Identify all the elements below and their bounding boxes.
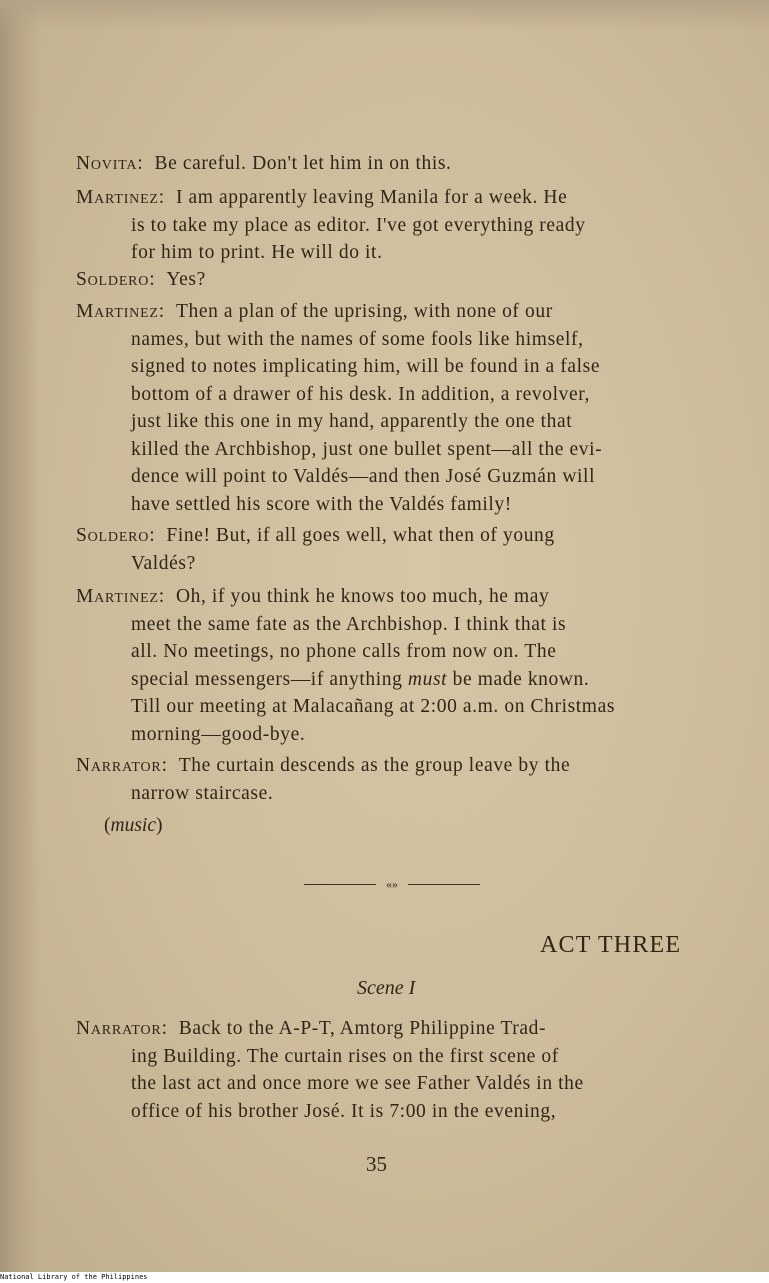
dialogue-line: Be careful. Don't let him in on this.: [154, 153, 452, 174]
dialogue-line: narrow staircase.: [131, 782, 274, 804]
dialogue-line: Yes?: [166, 269, 206, 290]
dialogue-line: is to take my place as editor. I've got everything ready: [131, 214, 586, 236]
act-title: ACT THREE: [540, 932, 682, 958]
narration-line: office of his brother José. It is 7:00 in the evening,: [131, 1100, 557, 1122]
dialogue-line: just like this one in my hand, apparently the one that: [131, 411, 573, 432]
speaker-label: Martinez:: [76, 586, 165, 607]
dialogue-line: Till our meeting at Malacañang at 2:00 a.m. on Christmas: [131, 696, 616, 717]
dialogue-line: bottom of a drawer of his desk. In addition, a revolver,: [131, 383, 590, 405]
footer-bar: [0, 1272, 769, 1283]
narration-paragraph: [76, 1015, 702, 1125]
dialogue-martinez-2: [76, 298, 702, 518]
speaker-label: Soldero:: [76, 525, 156, 546]
dialogue-line: Fine! But, if all goes well, what then of young: [166, 525, 555, 546]
dialogue-novita: [76, 150, 702, 178]
dialogue-narrator: [76, 752, 702, 807]
speaker-label: Narrator:: [76, 755, 168, 776]
dialogue-line: morning—good-bye.: [131, 723, 306, 745]
paren-close: ): [156, 815, 163, 836]
page-shadow: [0, 0, 40, 1272]
dialogue-line: killed the Archbishop, just one bullet spent—all the evi-: [131, 438, 603, 460]
dialogue-line: Then a plan of the uprising, with none of our: [175, 301, 553, 322]
divider-rule-left: [304, 884, 376, 885]
dialogue-line: special messengers—if anything: [131, 668, 408, 690]
dialogue-martinez-1: [76, 184, 702, 267]
dialogue-line: names, but with the names of some fools like himself,: [131, 328, 584, 350]
section-divider: [304, 874, 480, 894]
narration-line: Back to the A-P-T, Amtorg Philippine Trad-: [178, 1018, 547, 1039]
stage-direction: [104, 815, 163, 837]
dialogue-line: Oh, if you think he knows too much, he may: [175, 586, 550, 607]
dialogue-line: meet the same fate as the Archbishop. I think that is: [131, 613, 567, 635]
dialogue-line: have settled his score with the Valdés family!: [131, 493, 512, 515]
dialogue-soldero-2: [76, 522, 702, 577]
speaker-label: Martinez:: [76, 187, 165, 208]
divider-rule-right: [408, 884, 480, 885]
divider-ornament: «»: [386, 877, 398, 891]
speaker-label: Narrator:: [76, 1018, 168, 1039]
page-top-shadow: [0, 0, 769, 30]
speaker-label: Martinez:: [76, 301, 165, 322]
dialogue-line-tail: be made known.: [447, 668, 590, 690]
paren-open: (: [104, 815, 111, 836]
footer-credit: National Library of the Philippines: [0, 1273, 148, 1281]
dialogue-line: I am apparently leaving Manila for a week. He: [175, 187, 568, 208]
dialogue-line: dence will point to Valdés—and then José Guzmán will: [131, 466, 596, 487]
speaker-label: Novita:: [76, 153, 144, 174]
stage-direction-word: music: [110, 815, 156, 836]
dialogue-line: The curtain descends as the group leave by the: [178, 755, 571, 776]
narration-line: ing Building. The curtain rises on the first scene of: [131, 1045, 559, 1067]
dialogue-martinez-3: [76, 583, 702, 748]
emphasis-word: must: [407, 668, 448, 690]
dialogue-line: signed to notes implicating him, will be found in a false: [131, 356, 601, 377]
dialogue-line: for him to print. He will do it.: [131, 242, 383, 263]
dialogue-line: Valdés?: [131, 552, 196, 574]
scene-title: Scene I: [357, 977, 416, 999]
dialogue-soldero-1: [76, 266, 702, 294]
dialogue-line-emphasis: [76, 666, 702, 694]
dialogue-line: all. No meetings, no phone calls from now on. The: [131, 641, 557, 662]
narration-line: the last act and once more we see Father Valdés in the: [131, 1073, 584, 1094]
speaker-label: Soldero:: [76, 269, 156, 290]
page-number: 35: [366, 1152, 387, 1176]
